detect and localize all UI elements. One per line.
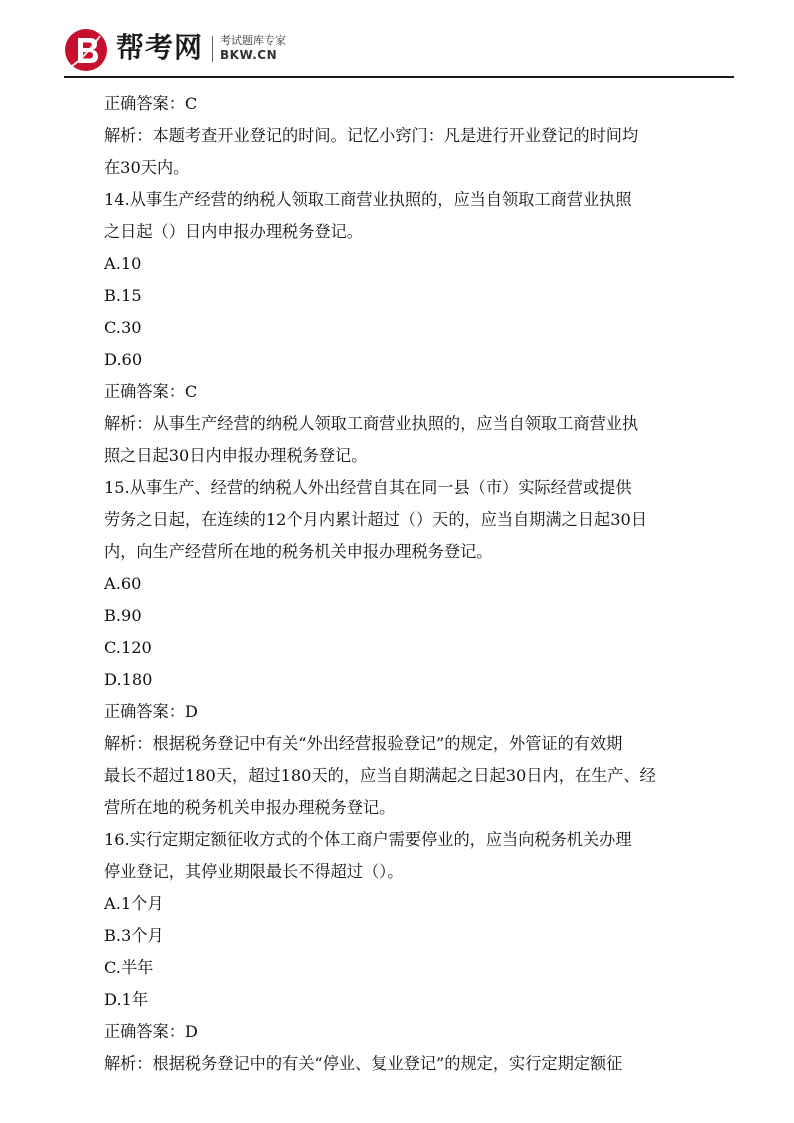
option-c: C.半年 — [104, 958, 154, 977]
option-b: B.15 — [104, 286, 142, 305]
question-15-text: 15.从事生产、经营的纳税人外出经营自其在同一县（市）实际经营或提供 — [104, 478, 632, 497]
logo-domain: BKW.CN — [220, 48, 278, 62]
option-d: D.180 — [104, 670, 153, 689]
logo-tagline: 考试题库专家 — [220, 34, 286, 47]
page-header — [0, 0, 794, 78]
logo-wordmark: 帮考网 — [116, 31, 204, 64]
explanation-line: 照之日起30日内申报办理税务登记。 — [104, 446, 368, 465]
logo-badge-icon — [64, 28, 108, 72]
option-d: D.60 — [104, 350, 143, 369]
option-a: A.10 — [104, 254, 142, 273]
question-15-text: 劳务之日起，在连续的12个月内累计超过（）天的，应当自期满之日起30日 — [104, 510, 648, 529]
answer-line: 正确答案：C — [104, 94, 198, 113]
answer-line: 正确答案：D — [104, 702, 198, 721]
option-a: A.60 — [104, 574, 142, 593]
explanation-line: 解析：根据税务登记中的有关“停业、复业登记”的规定，实行定期定额征 — [104, 1054, 623, 1073]
answer-line: 正确答案：C — [104, 382, 198, 401]
question-16-text: 16.实行定期定额征收方式的个体工商户需要停业的，应当向税务机关办理 — [104, 830, 632, 849]
option-b: B.3个月 — [104, 926, 164, 945]
brand-logo[interactable] — [64, 28, 294, 72]
header-divider — [64, 76, 734, 78]
answer-line: 正确答案：D — [104, 1022, 198, 1041]
question-15-text: 内，向生产经营所在地的税务机关申报办理税务登记。 — [104, 542, 493, 561]
document-body — [104, 88, 724, 1080]
explanation-line: 解析：本题考查开业登记的时间。记忆小窍门：凡是进行开业登记的时间均 — [104, 126, 639, 145]
question-14-text: 之日起（）日内申报办理税务登记。 — [104, 222, 363, 241]
question-16-text: 停业登记，其停业期限最长不得超过（）。 — [104, 862, 404, 881]
option-c: C.120 — [104, 638, 152, 657]
explanation-line: 解析：根据税务登记中有关“外出经营报验登记”的规定，外管证的有效期 — [104, 734, 623, 753]
option-d: D.1年 — [104, 990, 149, 1009]
explanation-line: 最长不超过180天，超过180天的，应当自期满起之日起30日内，在生产、经 — [104, 766, 656, 785]
option-a: A.1个月 — [104, 894, 164, 913]
explanation-line: 营所在地的税务机关申报办理税务登记。 — [104, 798, 396, 817]
logo-divider — [212, 36, 213, 62]
explanation-line: 解析：从事生产经营的纳税人领取工商营业执照的，应当自领取工商营业执 — [104, 414, 639, 433]
question-14-text: 14.从事生产经营的纳税人领取工商营业执照的，应当自领取工商营业执照 — [104, 190, 632, 209]
option-b: B.90 — [104, 606, 142, 625]
explanation-line: 在30天内。 — [104, 158, 190, 177]
option-c: C.30 — [104, 318, 142, 337]
